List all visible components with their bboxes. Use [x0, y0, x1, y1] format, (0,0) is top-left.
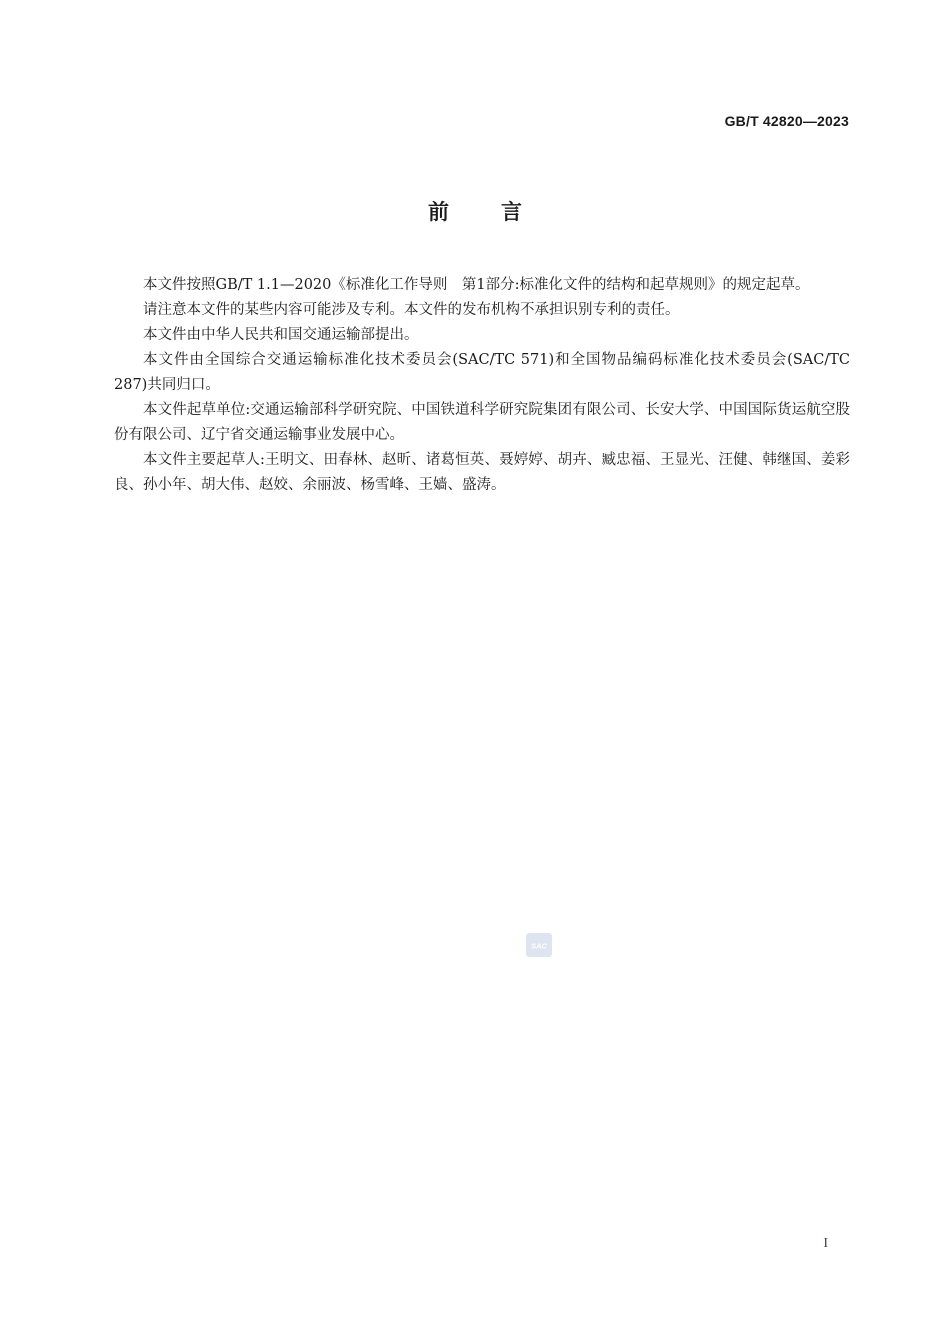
paragraph-proposer: 本文件由中华人民共和国交通运输部提出。	[143, 327, 419, 343]
foreword-body	[114, 273, 850, 498]
svg-text:SAC: SAC	[531, 941, 547, 951]
sac-logo-icon	[526, 933, 552, 957]
page-number: I	[823, 1236, 828, 1251]
paragraph-drafting-units: 本文件起草单位:交通运输部科学研究院、中国铁道科学研究院集团有限公司、长安大学、中国国际货运航空股份有限公司、辽宁省交通运输事业发展中心。	[114, 402, 850, 443]
paragraph-patent-notice: 请注意本文件的某些内容可能涉及专利。本文件的发布机构不承担识别专利的责任。	[143, 302, 680, 318]
paragraph-drafting-rules: 本文件按照GB/T 1.1—2020《标准化工作导则 第1部分:标准化文件的结构和起草规则》的规定起草。	[143, 277, 810, 293]
paragraph-drafters: 本文件主要起草人:王明文、田春林、赵昕、诸葛恒英、聂婷婷、胡卉、臧忠福、王显光、汪健、韩继国、姜彩良、孙小年、胡大伟、赵姣、余丽波、杨雪峰、王嫱、盛涛。	[114, 452, 850, 493]
section-title: 前言	[428, 200, 574, 224]
paragraph-technical-committee: 本文件由全国综合交通运输标准化技术委员会(SAC/TC 571)和全国物品编码标准化技术委员会(SAC/TC 287)共同归口。	[114, 352, 850, 393]
document-code: GB/T 42820—2023	[724, 113, 849, 129]
